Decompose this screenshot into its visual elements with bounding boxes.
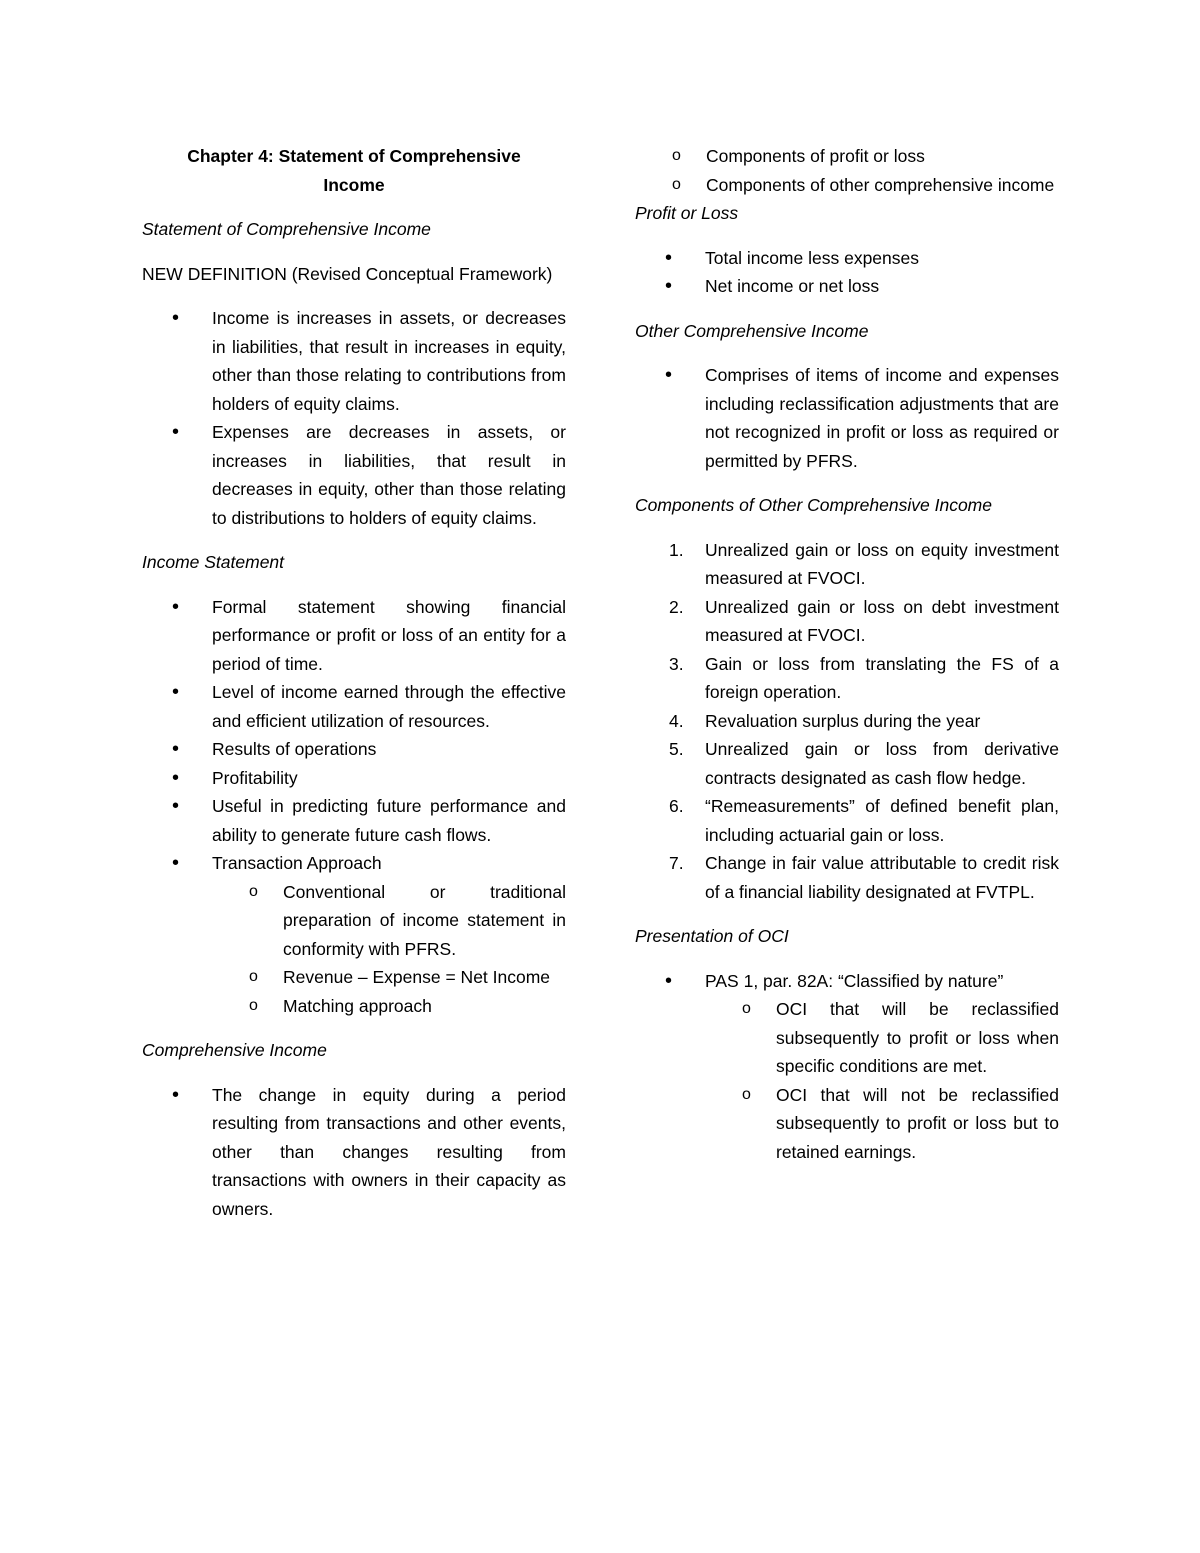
list-item: • Formal statement showing financial performance or profit or loss of an entity for a period of time.: [142, 593, 566, 679]
profit-or-loss-list: [635, 244, 1059, 301]
heading-statement-of-comprehensive-income: Statement of Comprehensive Income: [142, 219, 431, 239]
list-item: • Results of operations: [142, 735, 566, 764]
item-text: Revaluation surplus during the year: [705, 710, 981, 731]
item-text: Change in fair value attributable to credit risk of a financial liability designated at FVTPL.: [705, 853, 1059, 902]
presentation-sublist: [705, 995, 1059, 1166]
numbered-item: [635, 792, 1059, 849]
sub-list-item: o Conventional or traditional preparation of income statement in conformity with PFRS.: [212, 878, 566, 964]
numbered-item: [635, 593, 1059, 650]
left-column: [142, 142, 566, 1239]
heading-presentation-of-oci: Presentation of OCI: [635, 926, 789, 946]
numbered-item: [635, 650, 1059, 707]
item-text: “Remeasurements” of defined benefit plan, including actuarial gain or loss.: [705, 796, 1059, 845]
item-number: 7.: [669, 853, 684, 873]
list-item: • Expenses are decreases in assets, or increases in liabilities, that result in decreases in equity, other than those relating to distributions to holders of equity claims.: [142, 418, 566, 532]
income-statement-list: [142, 593, 566, 1021]
list-item: • Net income or net loss: [635, 272, 1059, 301]
numbered-item: [635, 707, 1059, 736]
transaction-approach-sublist: [212, 878, 566, 1021]
list-item: • Income is increases in assets, or decreases in liabilities, that result in increases in equity, other than those relating to contributions from holders of equity claims.: [142, 304, 566, 418]
heading-profit-or-loss: Profit or Loss: [635, 203, 739, 223]
list-item-label: PAS 1, par. 82A: “Classified by nature”: [705, 970, 1004, 991]
list-item: • Comprises of items of income and expenses including reclassification adjustments that are not recognized in profit or loss as required or permitted by PFRS.: [635, 361, 1059, 475]
list-item-pas1: [635, 967, 1059, 1167]
heading-components-of-oci: Components of Other Comprehensive Income: [635, 495, 992, 515]
item-number: 4.: [669, 710, 684, 731]
item-text: Unrealized gain or loss on equity investment measured at FVOCI.: [705, 539, 1059, 588]
definition-list: [142, 304, 566, 532]
list-item: • Useful in predicting future performance and ability to generate future cash flows.: [142, 792, 566, 849]
heading-other-comprehensive-income: Other Comprehensive Income: [635, 320, 869, 341]
components-numbered-list: [635, 536, 1059, 907]
list-item: • The change in equity during a period resulting from transactions and other events, other than changes resulting from transactions with owners in their capacity as owners.: [142, 1081, 566, 1224]
item-text: Unrealized gain or loss on debt investment measured at FVOCI.: [705, 596, 1059, 645]
item-number: 1.: [669, 539, 684, 560]
item-number: 6.: [669, 796, 684, 816]
sub-list-item: o Components of other comprehensive income: [635, 171, 1059, 200]
item-text: Gain or loss from translating the FS of a foreign operation.: [705, 653, 1059, 702]
item-number: 3.: [669, 653, 684, 674]
numbered-item: [635, 735, 1059, 792]
item-number: 2.: [669, 596, 684, 617]
heading-income-statement: Income Statement: [142, 552, 285, 572]
sub-list-item: o Revenue – Expense = Net Income: [212, 963, 566, 992]
comprehensive-income-list: [142, 1081, 566, 1224]
heading-comprehensive-income: Comprehensive Income: [142, 1040, 327, 1060]
sub-list-item: o OCI that will be reclassified subsequently to profit or loss when specific conditions are met.: [705, 995, 1059, 1081]
item-text: Unrealized gain or loss from derivative contracts designated as cash flow hedge.: [705, 739, 1059, 788]
numbered-item: [635, 849, 1059, 906]
list-item: • Profitability: [142, 764, 566, 793]
list-item: • Level of income earned through the effective and efficient utilization of resources.: [142, 678, 566, 735]
sub-list-item: o Matching approach: [212, 992, 566, 1021]
presentation-list: [635, 967, 1059, 1167]
sub-list-item: o OCI that will not be reclassified subsequently to profit or loss but to retained earnings.: [705, 1081, 1059, 1167]
numbered-item: [635, 536, 1059, 593]
sub-list-item: o Components of profit or loss: [635, 142, 1059, 171]
oci-list: [635, 361, 1059, 475]
list-item-transaction-approach: [142, 849, 566, 1020]
new-definition-paragraph: NEW DEFINITION (Revised Conceptual Framework): [142, 263, 553, 284]
components-sublist: [635, 142, 1059, 199]
item-number: 5.: [669, 739, 684, 759]
list-item-label: Transaction Approach: [212, 853, 382, 873]
page-title: Chapter 4: Statement of Comprehensive Income: [187, 146, 521, 195]
right-column: [635, 142, 1059, 1182]
list-item: • Total income less expenses: [635, 244, 1059, 273]
